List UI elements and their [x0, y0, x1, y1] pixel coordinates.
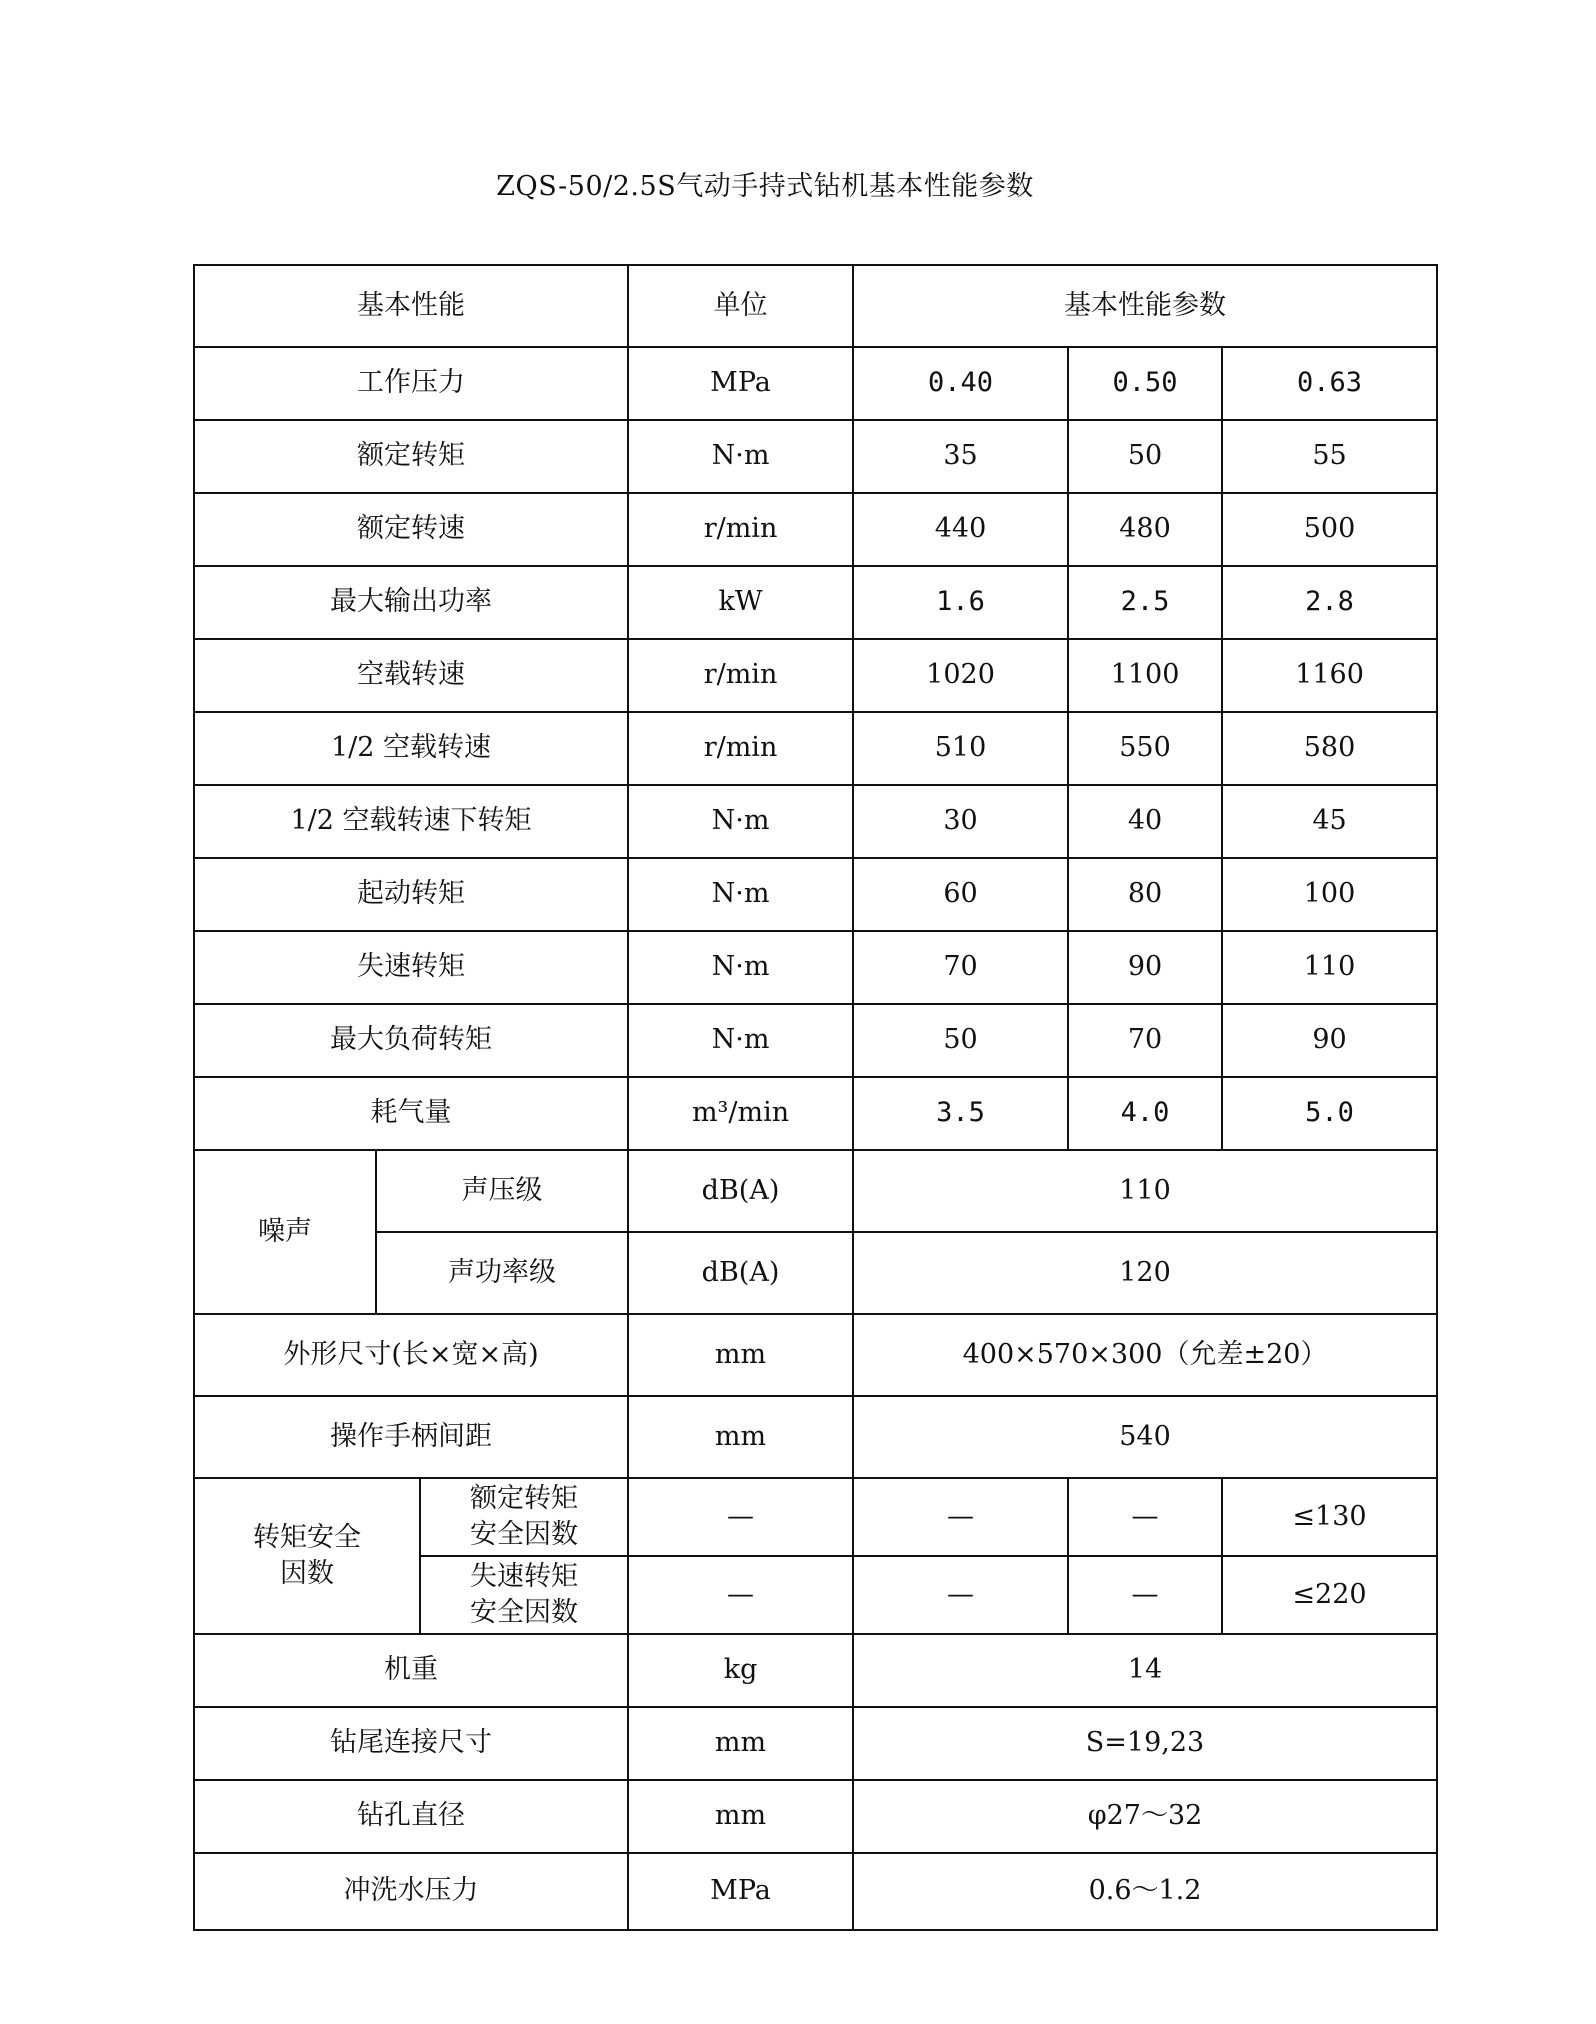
table-row — [194, 858, 1437, 931]
noise-sound-power-value: 120 — [853, 1232, 1437, 1314]
row-value-2: 70 — [1068, 1004, 1222, 1077]
row-value-3: 2.8 — [1222, 566, 1437, 639]
row-value-1: 70 — [853, 931, 1068, 1004]
flush-row — [194, 1853, 1437, 1930]
row-label: 1/2 空载转速下转矩 — [194, 785, 628, 858]
row-value-1: 3.5 — [853, 1077, 1068, 1150]
dimensions-label: 外形尺寸(长×宽×高) — [194, 1314, 628, 1396]
row-unit: N·m — [628, 1004, 853, 1077]
row-value-2: 90 — [1068, 931, 1222, 1004]
safety-rated-value-1: — — [853, 1478, 1068, 1556]
row-value-1: 1.6 — [853, 566, 1068, 639]
row-value-3: 90 — [1222, 1004, 1437, 1077]
row-label: 起动转矩 — [194, 858, 628, 931]
row-value-3: 110 — [1222, 931, 1437, 1004]
header-row — [194, 265, 1437, 347]
row-unit: r/min — [628, 712, 853, 785]
header-parameters: 基本性能参数 — [853, 265, 1437, 347]
dimensions-row — [194, 1314, 1437, 1396]
safety-label-line2: 因数 — [280, 1558, 334, 1589]
row-value-2: 50 — [1068, 420, 1222, 493]
row-label: 工作压力 — [194, 347, 628, 420]
row-unit: r/min — [628, 639, 853, 712]
table-row — [194, 712, 1437, 785]
row-value-3: 100 — [1222, 858, 1437, 931]
safety-label — [194, 1478, 420, 1634]
row-label: 最大负荷转矩 — [194, 1004, 628, 1077]
noise-row-1 — [194, 1150, 1437, 1232]
noise-row-2 — [194, 1232, 1437, 1314]
safety-row-1 — [194, 1478, 1437, 1556]
row-label: 空载转速 — [194, 639, 628, 712]
row-unit: N·m — [628, 420, 853, 493]
safety-rated-value-2: — — [1068, 1478, 1222, 1556]
shank-unit: mm — [628, 1707, 853, 1780]
row-value-1: 50 — [853, 1004, 1068, 1077]
row-label: 失速转矩 — [194, 931, 628, 1004]
safety-stall-label-line1: 失速转矩 — [470, 1560, 579, 1592]
table-row — [194, 420, 1437, 493]
row-value-1: 510 — [853, 712, 1068, 785]
shank-row — [194, 1707, 1437, 1780]
handle-spacing-value: 540 — [853, 1396, 1437, 1478]
weight-row — [194, 1634, 1437, 1707]
table-row — [194, 566, 1437, 639]
flush-unit: MPa — [628, 1853, 853, 1930]
safety-label-line1: 转矩安全 — [253, 1521, 361, 1553]
safety-rated-value-3: ≤130 — [1222, 1478, 1437, 1556]
row-value-3: 500 — [1222, 493, 1437, 566]
handle-spacing-unit: mm — [628, 1396, 853, 1478]
row-label: 1/2 空载转速 — [194, 712, 628, 785]
safety-stall-unit: — — [628, 1556, 853, 1634]
table-row — [194, 1004, 1437, 1077]
row-value-2: 550 — [1068, 712, 1222, 785]
row-value-2: 80 — [1068, 858, 1222, 931]
row-unit: N·m — [628, 858, 853, 931]
table-row — [194, 493, 1437, 566]
row-value-2: 480 — [1068, 493, 1222, 566]
row-unit: MPa — [628, 347, 853, 420]
row-value-2: 40 — [1068, 785, 1222, 858]
weight-unit: kg — [628, 1634, 853, 1707]
row-value-2: 1100 — [1068, 639, 1222, 712]
hole-label: 钻孔直径 — [194, 1780, 628, 1853]
handle-spacing-row — [194, 1396, 1437, 1478]
row-unit: m³/min — [628, 1077, 853, 1150]
noise-sound-power-label: 声功率级 — [376, 1232, 628, 1314]
table-row — [194, 1077, 1437, 1150]
row-value-1: 35 — [853, 420, 1068, 493]
row-unit: r/min — [628, 493, 853, 566]
row-value-2: 2.5 — [1068, 566, 1222, 639]
dimensions-value: 400×570×300（允差±20） — [853, 1314, 1437, 1396]
flush-label: 冲洗水压力 — [194, 1853, 628, 1930]
row-value-3: 45 — [1222, 785, 1437, 858]
safety-rated-label-line1: 额定转矩 — [470, 1482, 579, 1514]
row-value-2: 4.0 — [1068, 1077, 1222, 1150]
dimensions-unit: mm — [628, 1314, 853, 1396]
row-value-1: 60 — [853, 858, 1068, 931]
table-row — [194, 785, 1437, 858]
row-value-3: 580 — [1222, 712, 1437, 785]
shank-label: 钻尾连接尺寸 — [194, 1707, 628, 1780]
row-value-3: 0.63 — [1222, 347, 1437, 420]
row-unit: N·m — [628, 931, 853, 1004]
hole-value: φ27～32 — [853, 1780, 1437, 1853]
row-label: 额定转矩 — [194, 420, 628, 493]
safety-stall-value-3: ≤220 — [1222, 1556, 1437, 1634]
table-row — [194, 639, 1437, 712]
row-label: 最大输出功率 — [194, 566, 628, 639]
safety-rated-unit: — — [628, 1478, 853, 1556]
row-value-1: 30 — [853, 785, 1068, 858]
noise-label: 噪声 — [194, 1150, 376, 1314]
row-label: 耗气量 — [194, 1077, 628, 1150]
safety-stall-label-line2: 安全因数 — [470, 1597, 579, 1628]
row-value-3: 1160 — [1222, 639, 1437, 712]
row-value-1: 0.40 — [853, 347, 1068, 420]
hole-row — [194, 1780, 1437, 1853]
row-unit: N·m — [628, 785, 853, 858]
row-value-3: 5.0 — [1222, 1077, 1437, 1150]
hole-unit: mm — [628, 1780, 853, 1853]
weight-value: 14 — [853, 1634, 1437, 1707]
row-value-2: 0.50 — [1068, 347, 1222, 420]
noise-sound-pressure-unit: dB(A) — [628, 1150, 853, 1232]
safety-stall-label — [420, 1556, 628, 1634]
noise-sound-pressure-value: 110 — [853, 1150, 1437, 1232]
row-value-3: 55 — [1222, 420, 1437, 493]
safety-stall-value-2: — — [1068, 1556, 1222, 1634]
row-value-1: 1020 — [853, 639, 1068, 712]
noise-sound-power-unit: dB(A) — [628, 1232, 853, 1314]
header-unit: 单位 — [628, 265, 853, 347]
safety-stall-value-1: — — [853, 1556, 1068, 1634]
table-row — [194, 931, 1437, 1004]
noise-sound-pressure-label: 声压级 — [376, 1150, 628, 1232]
shank-value: S=19,23 — [853, 1707, 1437, 1780]
safety-rated-label-line2: 安全因数 — [470, 1519, 579, 1550]
table-row — [194, 347, 1437, 420]
row-unit: kW — [628, 566, 853, 639]
handle-spacing-label: 操作手柄间距 — [194, 1396, 628, 1478]
row-value-1: 440 — [853, 493, 1068, 566]
weight-label: 机重 — [194, 1634, 628, 1707]
row-label: 额定转速 — [194, 493, 628, 566]
safety-rated-label — [420, 1478, 628, 1556]
flush-value: 0.6～1.2 — [853, 1853, 1437, 1930]
page-title: ZQS-50/2.5S气动手持式钻机基本性能参数 — [496, 171, 1034, 202]
header-basic-performance: 基本性能 — [194, 265, 628, 347]
spec-table — [193, 264, 1438, 1931]
